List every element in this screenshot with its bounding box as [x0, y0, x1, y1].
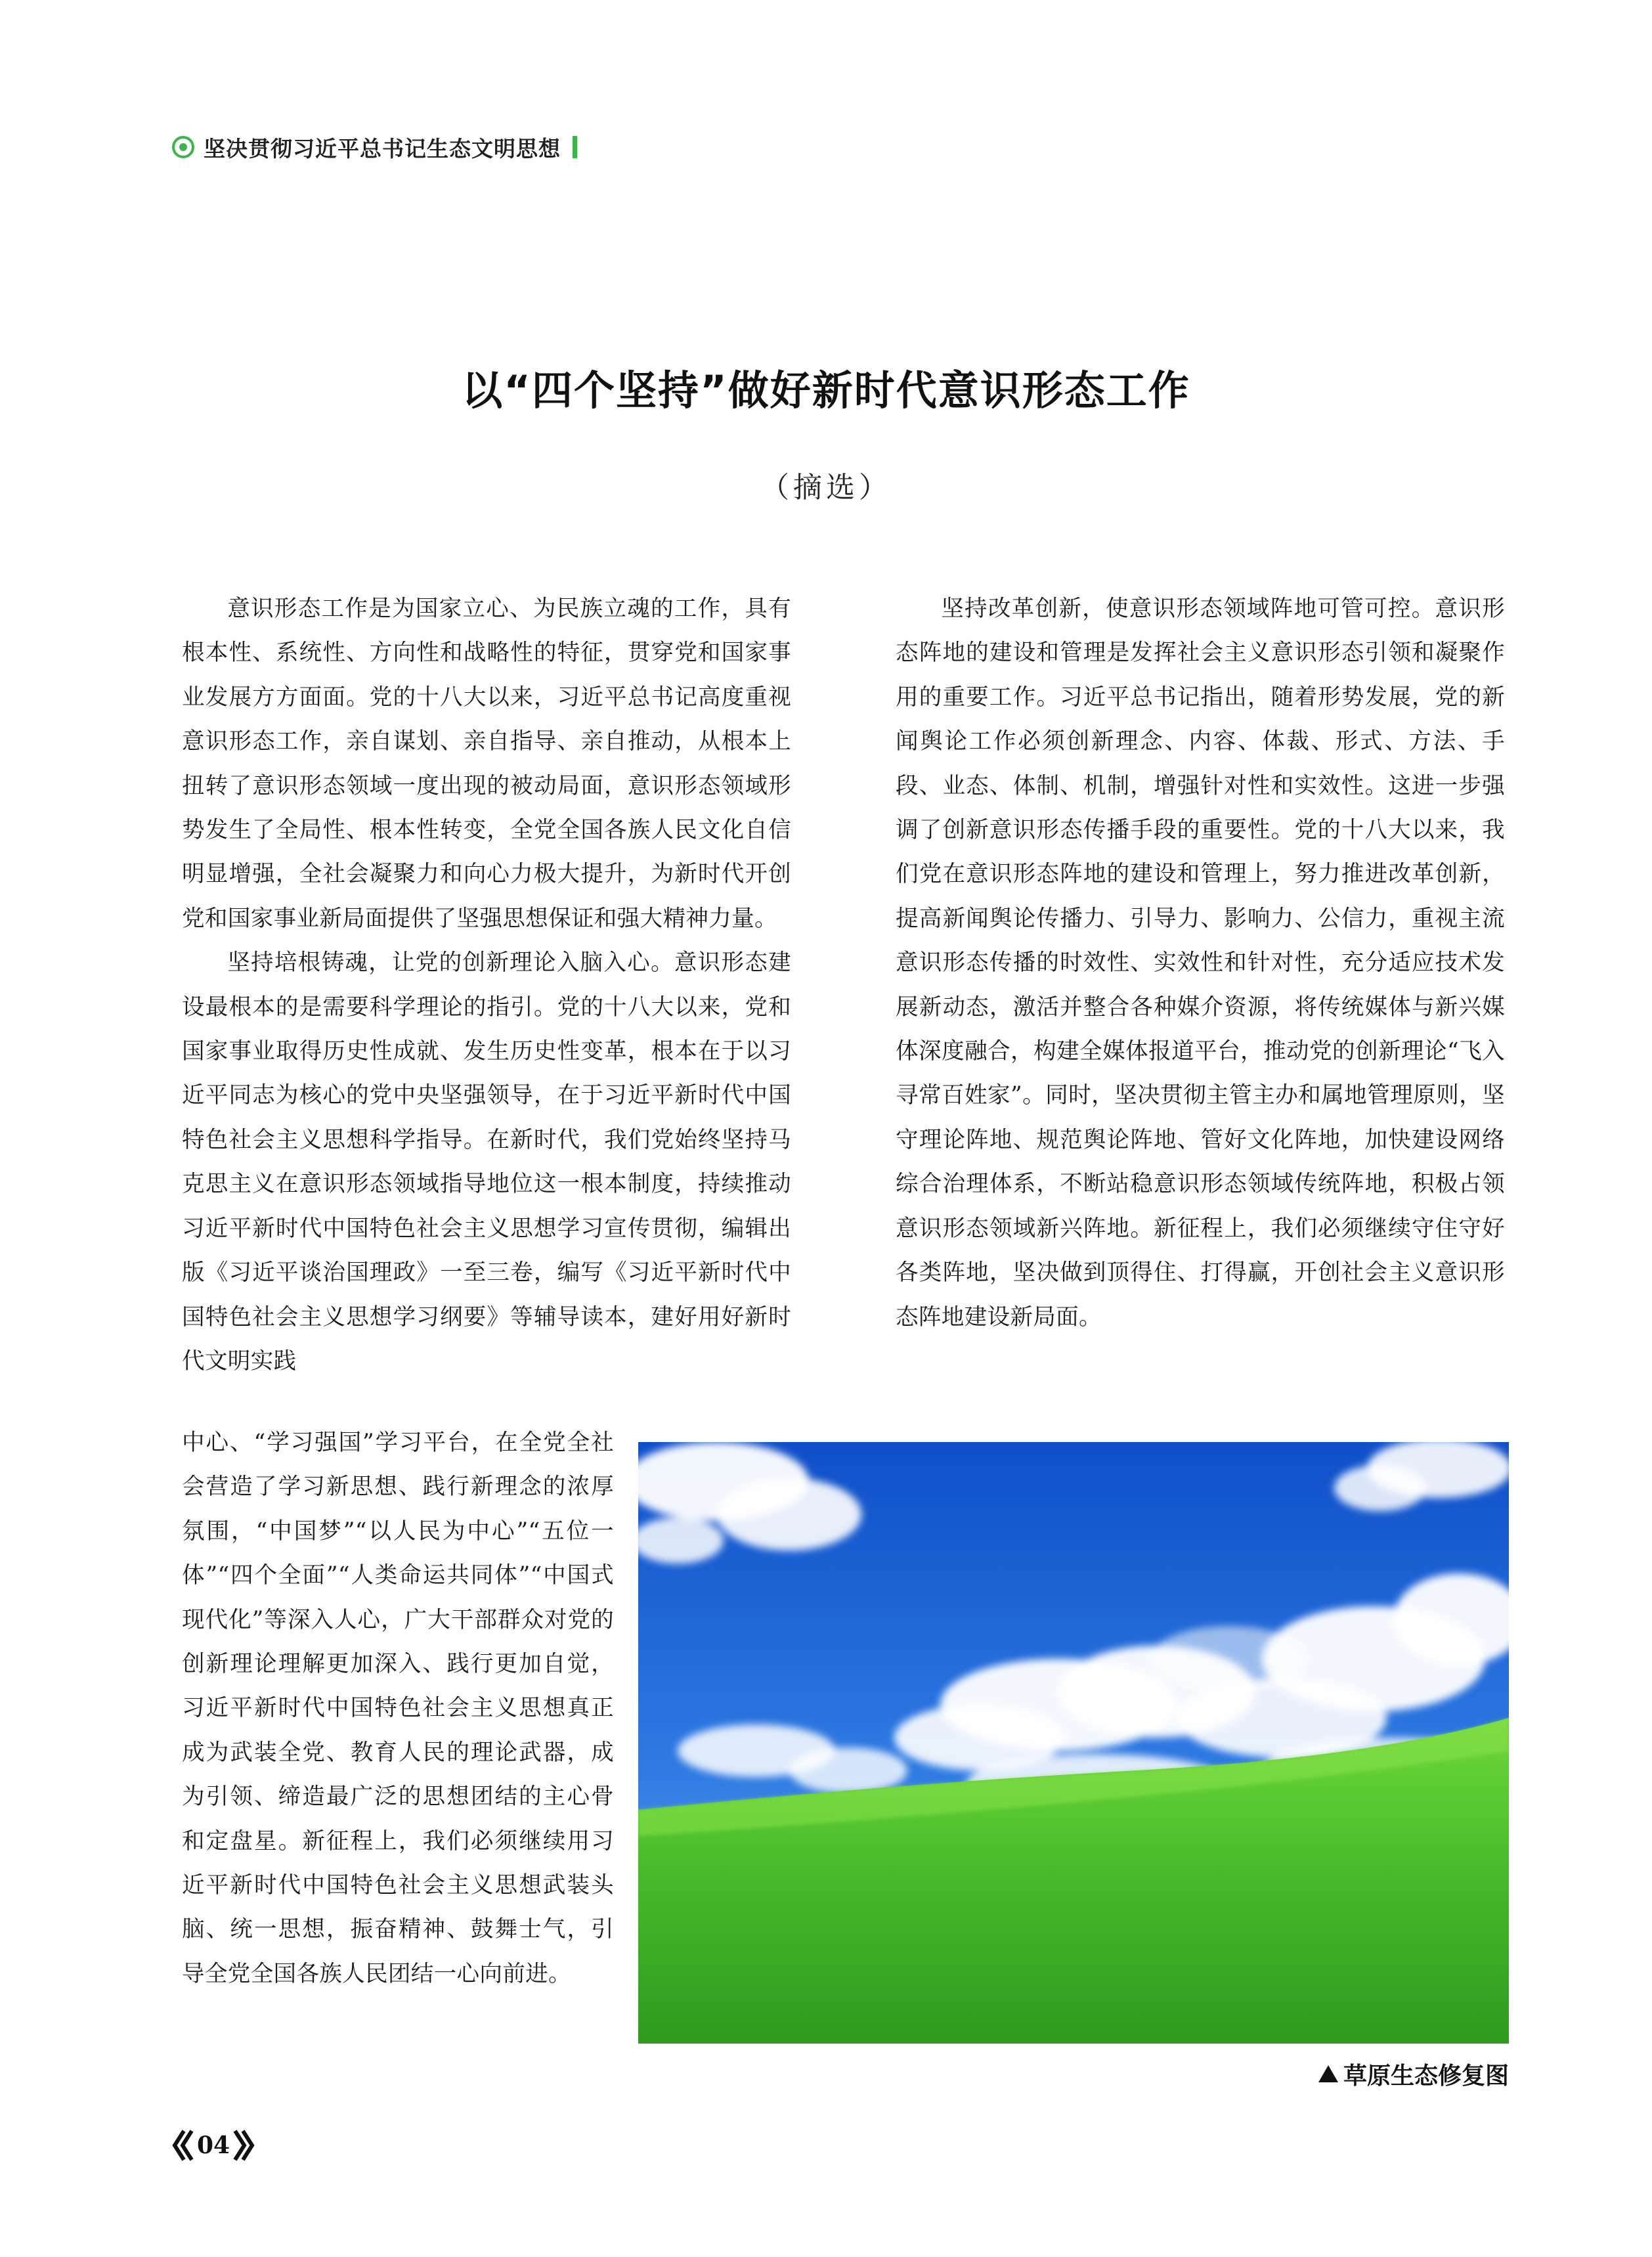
article-subtitle: （摘选）	[760, 471, 892, 504]
section-title: 坚决贯彻习近平总书记生态文明思想	[204, 135, 561, 162]
right-column	[896, 587, 1505, 1340]
double-chevron-left-icon	[172, 2128, 194, 2162]
paragraph-1: 意识形态工作是为国家立心、为民族立魂的工作，具有根本性、系统性、方向性和战略性的特征，贯穿党和国家事业发展方方面面。党的十八大以来，习近平总书记高度重视意识形态工作，亲自谋划、亲自指导、亲自推动，从根本上扭转了意识形态领域一度出现的被动局面，意识形态领域形势发生了全局性、根本性转变，全党全国各族人民文化自信明显增强，全社会凝聚力和向心力极大提升，为新时代开创党和国家事业新局面提供了坚强思想保证和强大精神力量。	[182, 596, 791, 932]
double-chevron-right-icon	[232, 2128, 255, 2162]
triangle-icon	[1318, 2065, 1338, 2082]
paragraph-2-bottom: 中心、“学习强国”学习平台，在全党全社会营造了学习新思想、践行新理念的浓厚氛围，“中国梦”“以人民为中心”“五位一体”“四个全面”“人类命运共同体”“中国式现代化”等深入人心，广大干部群众对党的创新理论理解更加深入、践行更加自觉，习近平新时代中国特色社会主义思想真正成为武装全党、教育人民的理论武器，成为引领、缔造最广泛的思想团结的主心骨和定盘星。新征程上，我们必须继续用习近平新时代中国特色社会主义思想武装头脑、统一思想，振奋精神、鼓舞士气，引导全党全国各族人民团结一心向前进。	[182, 1430, 614, 1987]
page-number-text: 04	[197, 2132, 230, 2159]
figure-caption	[1318, 2057, 1509, 2091]
green-bar-icon	[573, 136, 577, 158]
section-header	[172, 129, 577, 165]
page-number	[172, 2124, 255, 2166]
left-column-top	[182, 587, 791, 1384]
left-column-bottom	[182, 1421, 614, 1996]
grassland-photo	[638, 1442, 1509, 2044]
article-title: 以“四个坚持”做好新时代意识形态工作	[462, 366, 1190, 414]
green-target-icon	[172, 136, 194, 158]
paragraph-3: 坚持改革创新，使意识形态领域阵地可管可控。意识形态阵地的建设和管理是发挥社会主义意识形态引领和凝聚作用的重要工作。习近平总书记指出，随着形势发展，党的新闻舆论工作必须创新理念、内容、体裁、形式、方法、手段、业态、体制、机制，增强针对性和实效性。这进一步强调了创新意识形态传播手段的重要性。党的十八大以来，我们党在意识形态阵地的建设和管理上，努力推进改革创新，提高新闻舆论传播力、引导力、影响力、公信力，重视主流意识形态传播的时效性、实效性和针对性，充分适应技术发展新动态，激活并整合各种媒介资源，将传统媒体与新兴媒体深度融合，构建全媒体报道平台，推动党的创新理论“飞入寻常百姓家”。同时，坚决贯彻主管主办和属地管理原则，坚守理论阵地、规范舆论阵地、管好文化阵地，加快建设网络综合治理体系，不断站稳意识形态领域传统阵地，积极占领意识形态领域新兴阵地。新征程上，我们必须继续守住守好各类阵地，坚决做到顶得住、打得赢，开创社会主义意识形态阵地建设新局面。	[896, 596, 1505, 1330]
caption-text: 草原生态修复图	[1343, 2062, 1509, 2090]
paragraph-2-top: 坚持培根铸魂，让党的创新理论入脑入心。意识形态建设最根本的是需要科学理论的指引。党的十八大以来，党和国家事业取得历史性成就、发生历史性变革，根本在于以习近平同志为核心的党中央坚强领导，在于习近平新时代中国特色社会主义思想科学指导。在新时代，我们党始终坚持马克思主义在意识形态领域指导地位这一根本制度，持续推动习近平新时代中国特色社会主义思想学习宣传贯彻，编辑出版《习近平谈治国理政》一至三卷，编写《习近平新时代中国特色社会主义思想学习纲要》等辅导读本，建好用好新时代文明实践	[182, 950, 791, 1374]
